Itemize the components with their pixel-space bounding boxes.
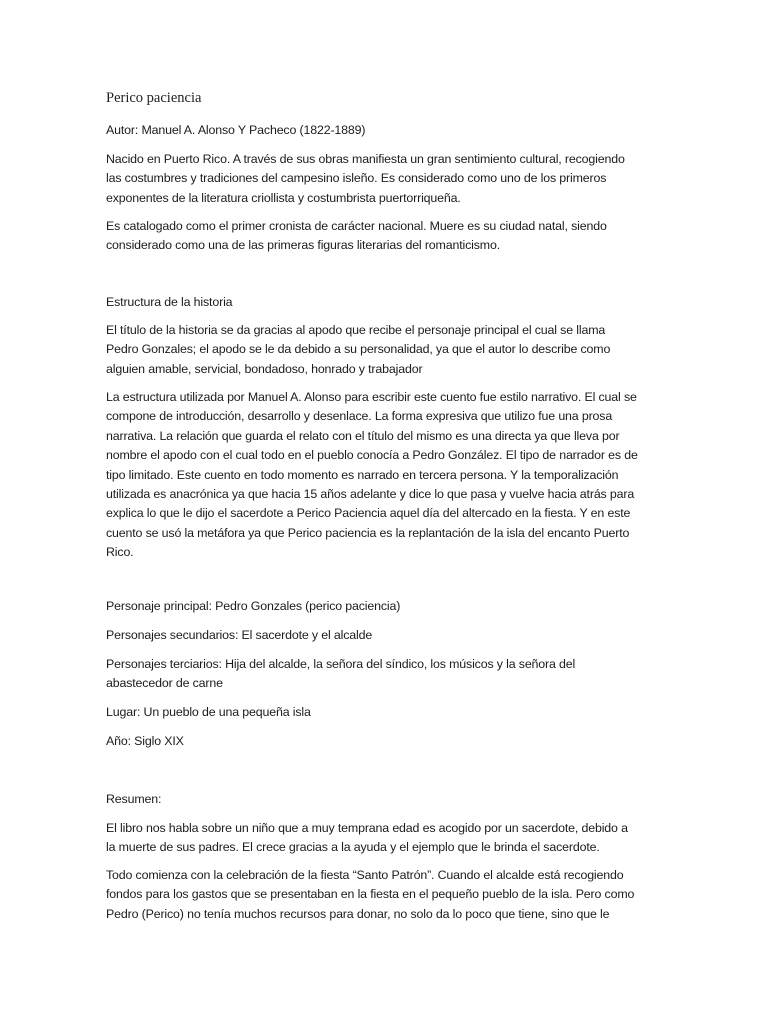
text-line: Pedro (Perico) no tenía muchos recursos para donar, no solo da lo poco que tiene, sino que le <box>106 906 610 921</box>
text-line: las costumbres y tradiciones del campesino isleño. Es considerado como uno de los primeros <box>106 171 607 186</box>
text-line: la muerte de sus padres. El crece gracias a la ayuda y el ejemplo que le brinda el sacerdote. <box>106 840 600 855</box>
text-line: narrativa. La relación que guarda el relato con el título del mismo es una directa ya que lleva por <box>106 428 620 443</box>
text-line: Nacido en Puerto Rico. A través de sus obras manifiesta un gran sentimiento cultural, recogiendo <box>106 152 625 166</box>
summary-paragraph-1 <box>106 819 676 858</box>
document-title: Perico paciencia <box>106 90 202 106</box>
text-line: explica lo que le dijo el sacerdote a Perico Paciencia aquel día del altercado en la fiesta. Y en este <box>106 506 631 521</box>
text-line: alguien amable, servicial, bondadoso, honrado y trabajador <box>106 361 423 376</box>
structure-paragraph <box>106 388 676 563</box>
text-line: El título de la historia se da gracias al apodo que recibe el personaje principal el cual se llama <box>106 323 606 337</box>
text-line: Personajes secundarios: El sacerdote y el alcalde <box>106 628 373 642</box>
text-line: tipo limitado. Este cuento en todo momento es narrado en tercera persona. Y la temporalización <box>106 467 619 482</box>
place-line <box>106 703 676 722</box>
title-paragraph <box>106 321 676 379</box>
secondary-characters <box>106 626 676 645</box>
text-line: Rico. <box>106 545 134 560</box>
bio-paragraph <box>106 150 676 208</box>
text-line: compone de introducción, desarrollo y desenlace. La forma expresiva que utilizo fue una prosa <box>106 409 613 424</box>
catalog-paragraph <box>106 217 676 256</box>
main-character <box>106 597 676 616</box>
text-line: La estructura utilizada por Manuel A. Alonso para escribir este cuento fue estilo narrativo. El cual se <box>106 390 637 404</box>
text-line: Es catalogado como el primer cronista de carácter nacional. Muere es su ciudad natal, siendo <box>106 219 607 233</box>
text-line: considerado como una de las primeras figuras literarias del romanticismo. <box>106 238 500 253</box>
summary-paragraph-2 <box>106 866 676 924</box>
year-line <box>106 732 676 751</box>
text-line: Personaje principal: Pedro Gonzales (perico paciencia) <box>106 599 401 613</box>
heading-text: Estructura de la historia <box>106 295 233 309</box>
tertiary-characters <box>106 655 676 694</box>
text-line: utilizada es anacrónica ya que hacia 15 años adelante y dice lo que pasa y vuelve hacia atrás para <box>106 487 635 502</box>
text-line: Año: Siglo XIX <box>106 734 184 748</box>
heading-text: Resumen: <box>106 792 162 806</box>
text-line: Personajes terciarios: Hija del alcalde, la señora del síndico, los músicos y la señora del <box>106 657 576 671</box>
text-line: Pedro Gonzales; el apodo se le da debido a su personalidad, ya que el autor lo describe como <box>106 342 611 357</box>
author-text: Autor: Manuel A. Alonso Y Pacheco (1822-1889) <box>106 123 366 137</box>
text-line: El libro nos habla sobre un niño que a muy temprana edad es acogido por un sacerdote, debido a <box>106 821 628 835</box>
text-line: abastecedor de carne <box>106 676 223 691</box>
text-line: fondos para los gastos que se presentaban en la fiesta en el pequeño pueblo de la isla. Pero como <box>106 887 635 902</box>
text-line: exponentes de la literatura criollista y costumbrista puertorriqueña. <box>106 190 461 205</box>
text-line: Lugar: Un pueblo de una pequeña isla <box>106 705 311 719</box>
summary-heading <box>106 790 676 809</box>
text-line: Todo comienza con la celebración de la fiesta “Santo Patrón”. Cuando el alcalde está recogiendo <box>106 868 624 882</box>
author-line <box>106 121 676 140</box>
text-line: cuento se usó la metáfora ya que Perico paciencia es la replantación de la isla del encanto Puerto <box>106 525 630 540</box>
text-line: nombre el apodo con el cual todo en el pueblo conocía a Pedro González. El tipo de narrador es de <box>106 448 638 463</box>
structure-heading <box>106 293 676 312</box>
